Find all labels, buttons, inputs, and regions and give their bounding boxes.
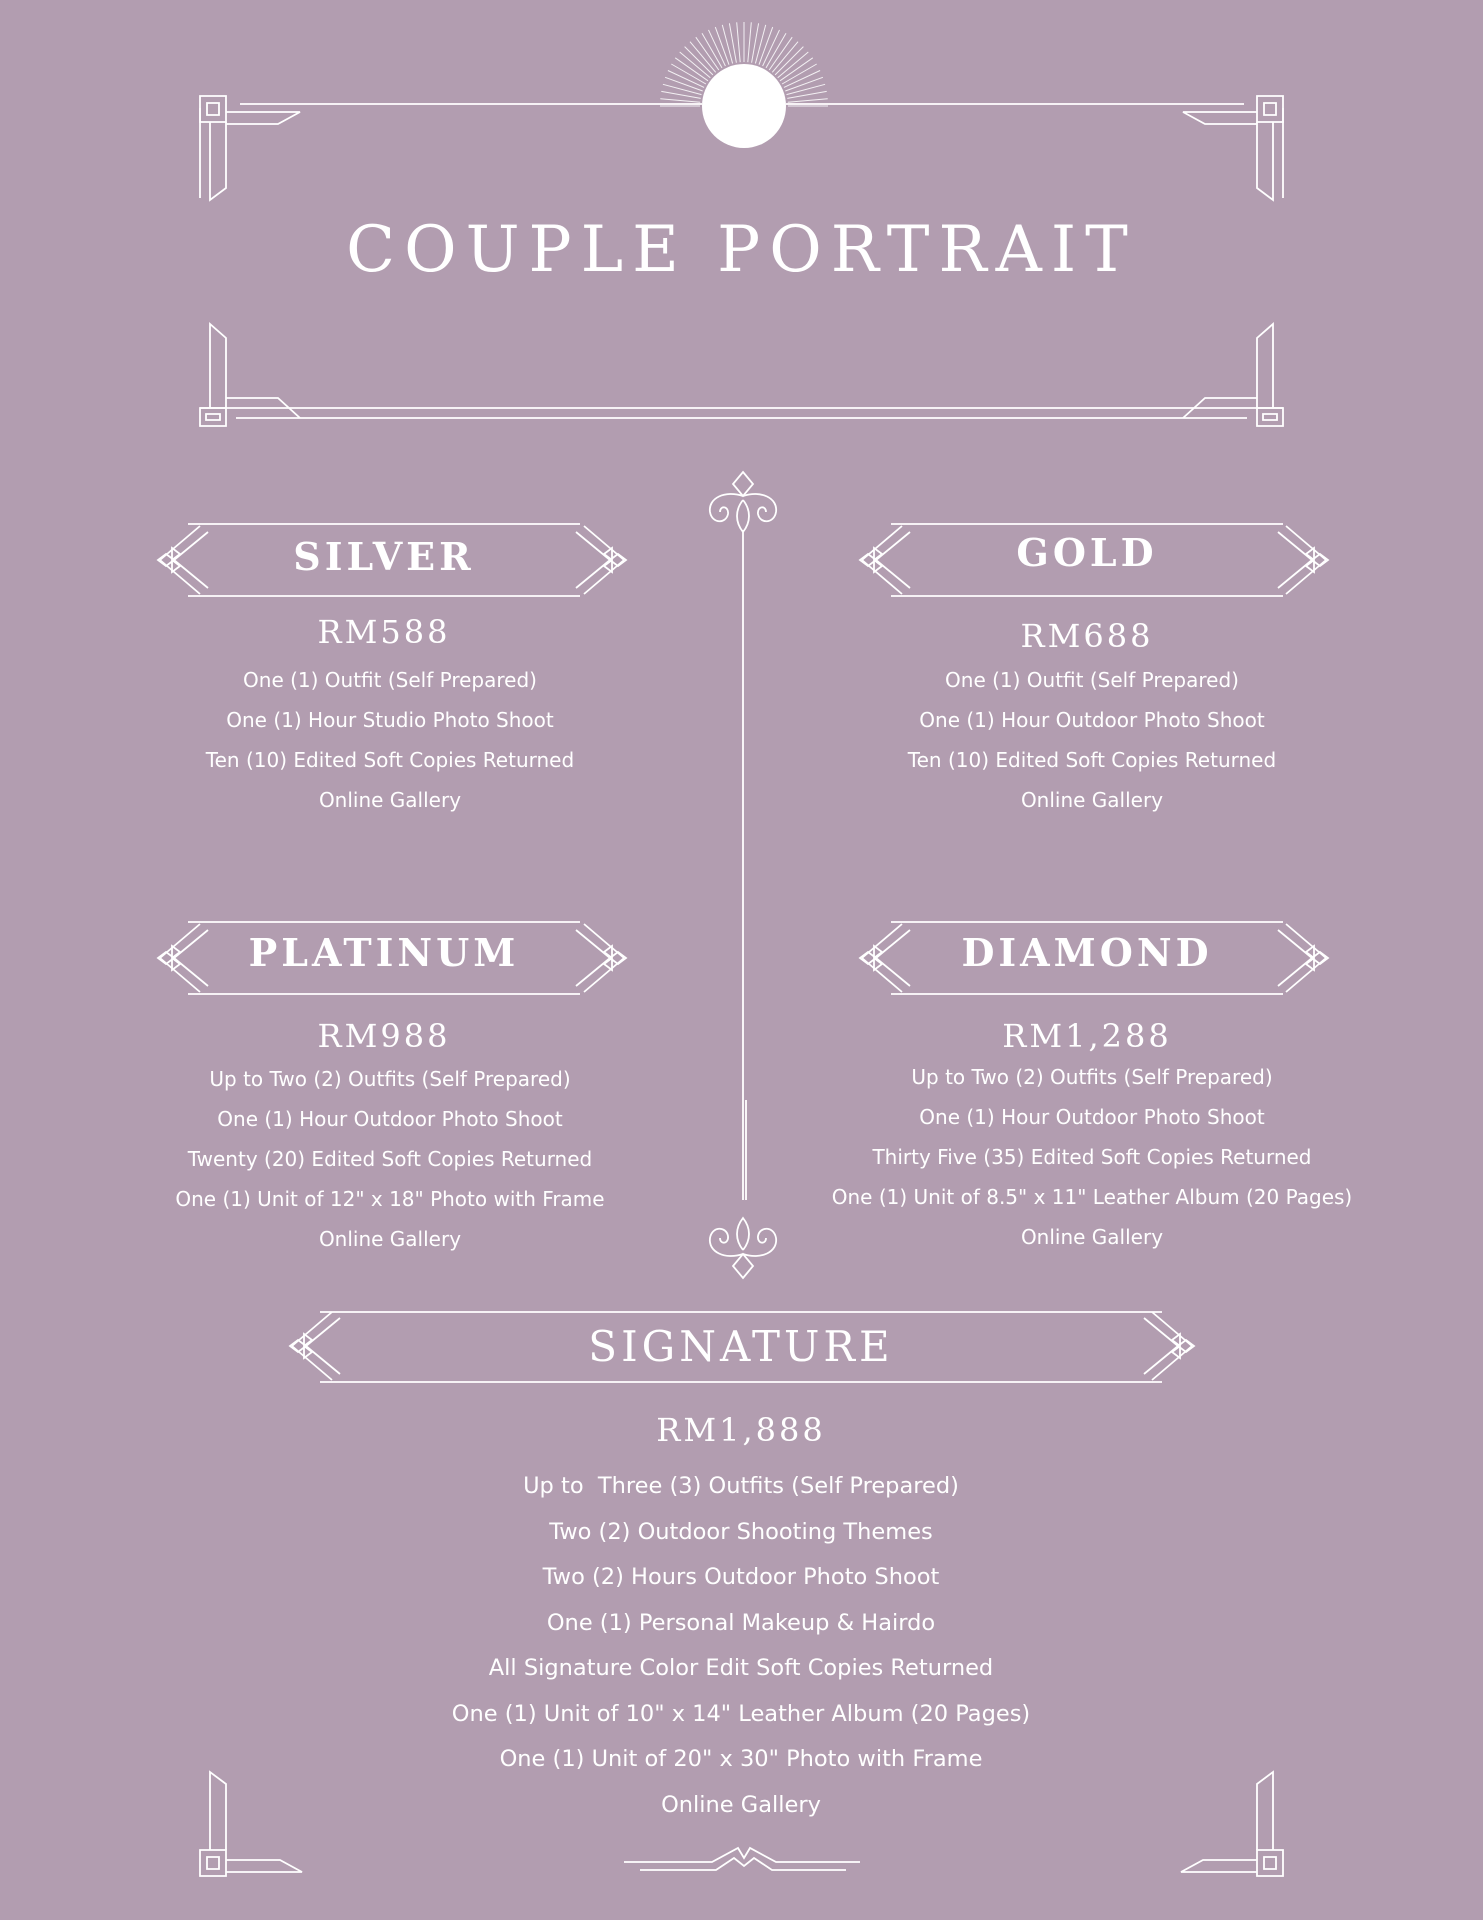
package-name: SIGNATURE [588, 1322, 894, 1371]
feature-item: One (1) Unit of 20" x 30" Photo with Frame [499, 1746, 983, 1772]
feature-item: Up to Three (3) Outfits (Self Prepared) [523, 1473, 959, 1499]
feature-list [380, 1464, 1102, 1828]
feature-item: Up to Two (2) Outfits (Self Prepared) [209, 1067, 571, 1091]
sunburst-ray [660, 99, 700, 103]
feature-list [140, 1059, 640, 1259]
package-price: RM688 [1020, 617, 1154, 655]
sunburst-ray [748, 22, 752, 62]
sunburst-ray [680, 52, 711, 78]
feature-item: One (1) Hour Outdoor Photo Shoot [217, 1107, 563, 1131]
feature-item: One (1) Unit of 8.5" x 11" Leather Album (20 Pages) [831, 1185, 1353, 1209]
feature-item: Online Gallery [1020, 1225, 1164, 1249]
feature-item: Thirty Five (35) Edited Soft Copies Returned [872, 1145, 1312, 1169]
feature-item: Online Gallery [318, 788, 462, 812]
feature-item: Ten (10) Edited Soft Copies Returned [205, 748, 575, 772]
package-name: SILVER [293, 534, 475, 579]
feature-item: One (1) Unit of 12" x 18" Photo with Frame [175, 1187, 605, 1211]
page-title: COUPLE PORTRAIT [346, 213, 1137, 287]
feature-item: One (1) Hour Studio Photo Shoot [226, 708, 554, 732]
feature-item: All Signature Color Edit Soft Copies Returned [488, 1655, 994, 1681]
package-name: PLATINUM [248, 930, 520, 975]
sunburst-ray [775, 47, 803, 75]
sunburst-ray [685, 47, 713, 75]
feature-item: Two (2) Hours Outdoor Photo Shoot [542, 1564, 940, 1590]
package-price: RM588 [317, 613, 451, 651]
sunburst-ray [778, 52, 809, 78]
center-divider [710, 472, 776, 1278]
feature-list [812, 1057, 1372, 1257]
package-name: DIAMOND [961, 930, 1213, 975]
package-price: RM1,888 [656, 1411, 826, 1449]
feature-item: One (1) Unit of 10" x 14" Leather Album (20 Pages) [451, 1700, 1031, 1727]
feature-item: One (1) Personal Makeup & Hairdo [546, 1609, 936, 1636]
package-price: RM988 [317, 1017, 451, 1055]
feature-item: One (1) Hour Outdoor Photo Shoot [919, 708, 1265, 732]
feature-item: One (1) Outfit (Self Prepared) [243, 668, 537, 692]
feature-item: Online Gallery [661, 1791, 821, 1818]
feature-item: Two (2) Outdoor Shooting Themes [549, 1518, 933, 1545]
feature-item: Up to Two (2) Outfits (Self Prepared) [911, 1065, 1273, 1089]
feature-item: Twenty (20) Edited Soft Copies Returned [187, 1147, 593, 1171]
feature-item: One (1) Hour Outdoor Photo Shoot [919, 1105, 1265, 1129]
title-lower-frame [200, 324, 1283, 426]
feature-list [140, 660, 640, 820]
feature-item: One (1) Outfit (Self Prepared) [945, 668, 1239, 692]
feature-list [842, 660, 1342, 820]
sunburst-ray [772, 42, 798, 73]
package-name: GOLD [1016, 530, 1158, 575]
package-price: RM1,288 [1002, 1017, 1172, 1055]
feature-item: Online Gallery [318, 1227, 462, 1251]
sunburst-ray [788, 99, 828, 103]
feature-item: Ten (10) Edited Soft Copies Returned [907, 748, 1277, 772]
sunburst-ray [737, 22, 741, 62]
feature-item: Online Gallery [1020, 788, 1164, 812]
sunburst-ray [690, 42, 716, 73]
sun-circle [702, 64, 786, 148]
